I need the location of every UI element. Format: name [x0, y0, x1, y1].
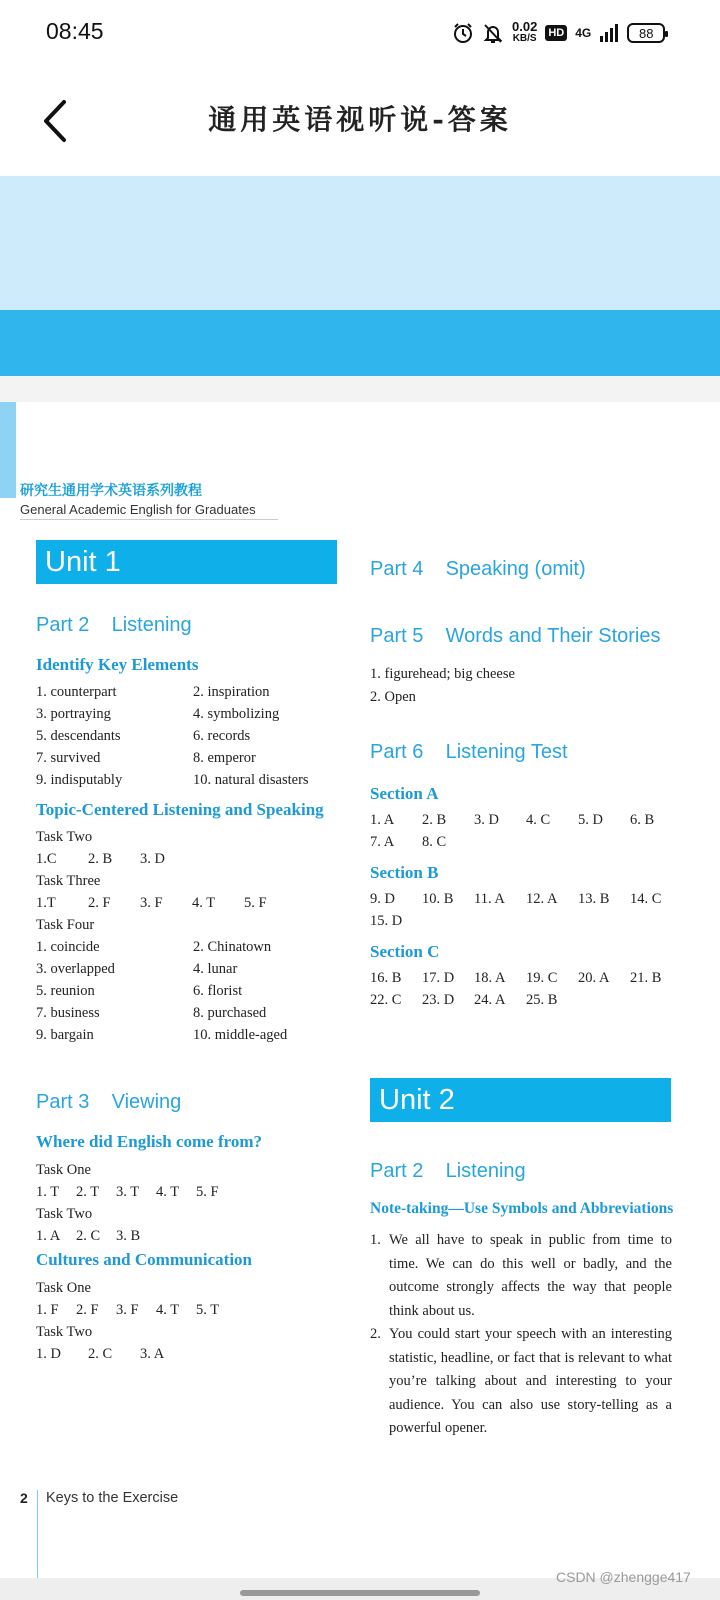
- task-label: Task Two: [36, 1206, 93, 1222]
- part-6-heading: Part 6 Listening Test: [370, 741, 568, 763]
- answer-item: 12. A: [526, 891, 558, 907]
- page-gap: [0, 376, 720, 402]
- answer-item: 1. F: [36, 1302, 59, 1318]
- network-label: 4G: [575, 26, 592, 40]
- answer-item: 5. reunion: [36, 983, 95, 999]
- note-paragraph-1: [370, 1229, 672, 1323]
- answer-item: 3. B: [116, 1228, 141, 1244]
- answer-item: 2. T: [76, 1184, 100, 1200]
- answer-item: 5. T: [196, 1302, 220, 1318]
- watermark: CSDN @zhengge417: [556, 1569, 691, 1585]
- answer-item: 3. overlapped: [36, 961, 115, 977]
- home-indicator[interactable]: [240, 1590, 480, 1596]
- answer-item: 20. A: [578, 970, 610, 986]
- net-speed: 0.02 KB/S: [512, 19, 538, 44]
- answer-item: 23. D: [422, 992, 455, 1008]
- answer-item: 4. symbolizing: [193, 706, 280, 722]
- answer-item: 2. inspiration: [193, 684, 270, 700]
- answer-item: 2. Chinatown: [193, 939, 272, 955]
- section-b-heading: Section B: [370, 863, 439, 882]
- answer-item: 3. D: [474, 812, 499, 828]
- answer-item: 1. A: [370, 812, 395, 828]
- answer-item: 6. B: [630, 812, 655, 828]
- signal-icon: [599, 23, 619, 43]
- note-text: You could start your speech with an interesting statistic, headline, or fact that is relevant to what you’re talking about and interesting to your audience. You can also use story-telling as a powerful opener.: [389, 1326, 672, 1436]
- answer-item: 3. T: [116, 1184, 140, 1200]
- answer-item: 8. C: [422, 834, 447, 850]
- answer-item: 6. records: [193, 728, 251, 744]
- answer-item: 4. C: [526, 812, 551, 828]
- answer-item: 24. A: [474, 992, 506, 1008]
- answer-item: 7. survived: [36, 750, 101, 766]
- section-a-heading: Section A: [370, 784, 439, 803]
- note-number: 1.: [370, 1232, 381, 1248]
- hd-badge: HD: [545, 25, 567, 41]
- answer-item: 2. C: [76, 1228, 101, 1244]
- answer-item: 4. T: [192, 895, 216, 911]
- page-number: 2: [20, 1490, 28, 1506]
- answer-item: 25. B: [526, 992, 558, 1008]
- section-c-heading: Section C: [370, 942, 440, 961]
- answer-item: 4. T: [156, 1184, 180, 1200]
- answer-item: 14. C: [630, 891, 662, 907]
- page-edge-tab: [0, 402, 16, 498]
- answer-item: 2. C: [88, 1346, 113, 1362]
- task-label: Task One: [36, 1280, 91, 1296]
- note-text: We all have to speak in public from time to time. We can do this well or badly, and the outcome strongly affects the way that people think about us.: [389, 1232, 672, 1319]
- answer-item: 1. A: [36, 1228, 61, 1244]
- document-banner-band: [0, 310, 720, 376]
- answer-item: 16. B: [370, 970, 402, 986]
- task-label: Task Two: [36, 829, 93, 845]
- answer-item: 1. counterpart: [36, 684, 117, 700]
- answer-item: 7. business: [36, 1005, 100, 1021]
- where-heading: Where did English come from?: [36, 1132, 263, 1151]
- answer-item: 9. indisputably: [36, 772, 123, 788]
- answer-item: 1. figurehead; big cheese: [370, 666, 515, 682]
- unit-2-part-2-heading: Part 2 Listening: [370, 1160, 526, 1182]
- answer-item: 17. D: [422, 970, 455, 986]
- part-4-heading: Part 4 Speaking (omit): [370, 558, 586, 580]
- note-number: 2.: [370, 1326, 381, 1342]
- answer-item: 3. D: [140, 851, 165, 867]
- book-title-cn: 研究生通用学术英语系列教程: [20, 484, 202, 499]
- divider: [20, 519, 278, 520]
- answer-item: 5. F: [244, 895, 267, 911]
- answer-item: 3. F: [140, 895, 163, 911]
- task-label: Task Two: [36, 1324, 93, 1340]
- footer-label: Keys to the Exercise: [46, 1490, 179, 1506]
- answer-item: 19. C: [526, 970, 558, 986]
- answer-item: 3. F: [116, 1302, 139, 1318]
- identify-heading: Identify Key Elements: [36, 655, 199, 674]
- book-title-en: General Academic English for Graduates: [20, 502, 256, 517]
- part-2-heading: Part 2 Listening: [36, 614, 192, 636]
- answer-item: 5. D: [578, 812, 603, 828]
- unit-2-heading: Unit 2: [370, 1078, 671, 1122]
- footer-rule: [37, 1490, 38, 1578]
- answer-item: 2. F: [76, 1302, 99, 1318]
- part-3-heading: Part 3 Viewing: [36, 1091, 182, 1113]
- note-paragraph-2: [370, 1323, 672, 1441]
- answer-item: 4. T: [156, 1302, 180, 1318]
- page-title: 通用英语视听说-答案: [208, 103, 512, 136]
- answer-item: 5. F: [196, 1184, 219, 1200]
- answer-item: 6. florist: [193, 983, 243, 999]
- answer-item: 7. A: [370, 834, 395, 850]
- answer-item: 10. middle-aged: [193, 1027, 288, 1043]
- answer-item: 8. purchased: [193, 1005, 267, 1021]
- answer-item: 15. D: [370, 913, 403, 929]
- answer-item: 4. lunar: [193, 961, 238, 977]
- answer-item: 10. B: [422, 891, 454, 907]
- task-label: Task One: [36, 1162, 91, 1178]
- answer-item: 5. descendants: [36, 728, 121, 744]
- alarm-icon: [452, 22, 474, 44]
- battery-icon: 88: [627, 23, 665, 43]
- answer-item: 2. B: [422, 812, 447, 828]
- answer-item: 9. D: [370, 891, 395, 907]
- answer-item: 2. Open: [370, 689, 416, 705]
- answer-item: 2. B: [88, 851, 113, 867]
- answer-item: 1.C: [36, 851, 57, 867]
- status-time: 08:45: [46, 18, 104, 44]
- part-5-heading: Part 5 Words and Their Stories: [370, 625, 661, 647]
- status-icons: [452, 16, 665, 50]
- answer-item: 1. D: [36, 1346, 61, 1362]
- cultures-heading: Cultures and Communication: [36, 1250, 252, 1269]
- answer-item: 1. T: [36, 1184, 60, 1200]
- unit-1-heading: Unit 1: [36, 540, 337, 584]
- answer-item: 22. C: [370, 992, 402, 1008]
- answer-item: 9. bargain: [36, 1027, 94, 1043]
- answer-item: 11. A: [474, 891, 505, 907]
- mute-bell-icon: [482, 22, 504, 44]
- notetaking-heading: Note-taking—Use Symbols and Abbreviations: [370, 1200, 674, 1217]
- answer-item: 21. B: [630, 970, 662, 986]
- task-label: Task Four: [36, 917, 95, 933]
- answer-item: 10. natural disasters: [193, 772, 309, 788]
- answer-item: 1.T: [36, 895, 56, 911]
- answer-item: 13. B: [578, 891, 610, 907]
- task-label: Task Three: [36, 873, 101, 889]
- answer-item: 8. emperor: [193, 750, 256, 766]
- document-banner: [0, 176, 720, 310]
- answer-item: 18. A: [474, 970, 506, 986]
- topic-heading: Topic-Centered Listening and Speaking: [36, 800, 324, 819]
- answer-item: 3. portraying: [36, 706, 111, 722]
- answer-item: 3. A: [140, 1346, 165, 1362]
- answer-item: 2. F: [88, 895, 111, 911]
- answer-item: 1. coincide: [36, 939, 100, 955]
